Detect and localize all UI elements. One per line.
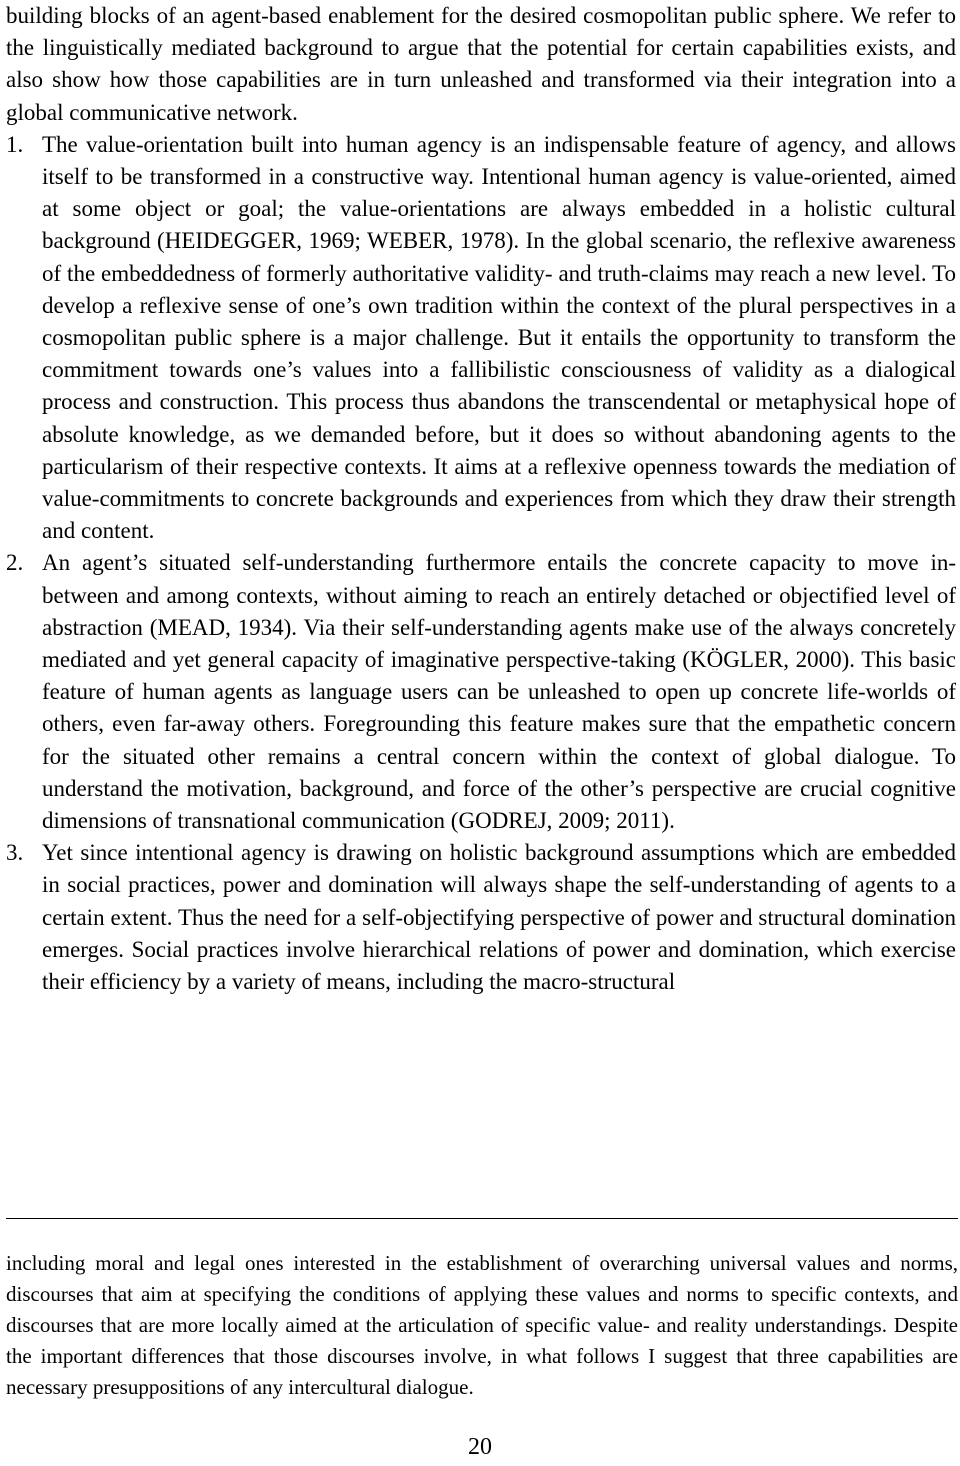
intro-paragraph: building blocks of an agent-based enablement for the desired cosmopolitan public sphere. We refer to the linguistically mediated background to argue that the potential for certain capabilities exists, and also show how those capabilities are in turn unleashed and transformed via their integration into a global communicative network. [6, 3, 956, 125]
list-item-number: 3. [6, 840, 24, 866]
list-item-text: The value-orientation built into human agency is an indispensable feature of agency, and allows itself to be transformed in a constructive way. Intentional human agency is value-oriented, aimed at some object or goal; the value-orientations are always embedded in a holistic cultural background (HEIDEGGER, 1969; WEBER, 1978). In the global scenario, the reflexive awareness of the embeddedness of formerly authoritative validity- and truth-claims may reach a new level. To develop a reflexive sense of one’s own tradition within the context of the plural perspectives in a cosmopolitan public sphere is a major challenge. But it entails the opportunity to transform the commitment towards one’s values into a fallibilistic consciousness of validity as a dialogical process and construction. This process thus abandons the transcendental or metaphysical hope of absolute knowledge, as we demanded before, but it does so without abandoning agents to the particularism of their respective contexts. It aims at a reflexive openness towards the mediation of value-commitments to concrete backgrounds and experiences from which they draw their strength and content. [42, 131, 956, 544]
page-number: 20 [468, 1434, 492, 1460]
list-item-2 [6, 547, 956, 837]
list-item-3 [6, 837, 956, 998]
list-item-number: 1. [6, 131, 24, 157]
document-page [6, 0, 956, 1466]
list-item-1 [6, 129, 956, 548]
footnote-divider [6, 1218, 958, 1219]
list-item-text: Yet since intentional agency is drawing on holistic background assumptions which are embedded in social practices, power and domination will always shape the self-understanding of agents to a certain extent. Thus the need for a self-objectifying perspective of power and structural domination emerges. Social practices involve hierarchical relations of power and domination, which exercise their efficiency by a variety of means, including the macro-structural [42, 840, 956, 995]
list-item-text: An agent’s situated self-understanding furthermore entails the concrete capacity to move in-between and among contexts, without aiming to reach an entirely detached or objectified level of abstraction (MEAD, 1934). Via their self-understanding agents make use of the always concretely mediated and yet general capacity of imaginative perspective-taking (KÖGLER, 2000). This basic feature of human agents as language users can be unleashed to open up concrete life-worlds of others, even far-away others. Foregrounding this feature makes sure that the empathetic concern for the situated other remains a central concern within the context of global dialogue. To understand the motivation, background, and force of the other’s perspective are crucial cognitive dimensions of transnational communication (GODREJ, 2009; 2011). [42, 550, 956, 834]
footnote-text: including moral and legal ones interested in the establishment of overarching universal values and norms, discourses that aim at specifying the conditions of applying these values and norms to specific contexts, and discourses that are more locally aimed at the articulation of specific value- and reality understandings. Despite the important differences that those discourses involve, in what follows I suggest that three capabilities are necessary presuppositions of any intercultural dialogue. [6, 1251, 958, 1399]
list-item-number: 2. [6, 550, 24, 576]
capabilities-list [6, 129, 956, 998]
